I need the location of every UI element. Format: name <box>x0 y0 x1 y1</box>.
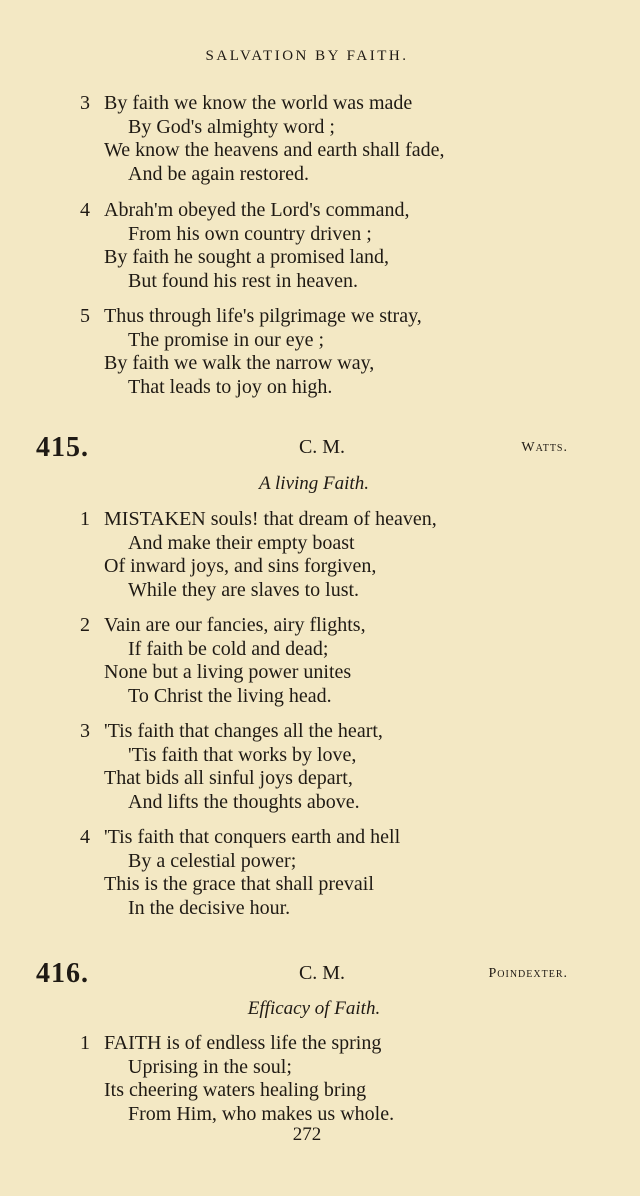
stanza <box>80 305 560 399</box>
running-head: SALVATION BY FAITH. <box>205 48 409 64</box>
hymn-number: 415. <box>36 432 89 463</box>
stanza-line: Of inward joys, and sins forgiven, <box>104 555 377 577</box>
stanza-line: While they are slaves to lust. <box>128 578 360 601</box>
stanza-line: 5 Thus through life's pilgrimage we stray, <box>80 305 422 327</box>
stanza-line: That leads to joy on high. <box>128 375 333 398</box>
hymn-number: 416. <box>36 958 89 989</box>
hymn-author: Poindexter. <box>488 966 568 981</box>
stanza-line: From his own country driven ; <box>128 222 372 245</box>
stanza-line: The promise in our eye ; <box>128 328 325 351</box>
stanza-line: If faith be cold and dead; <box>128 637 329 660</box>
page-number: 272 <box>292 1124 322 1145</box>
stanza-number: 1 <box>80 508 90 530</box>
stanza-number: 3 <box>80 92 90 114</box>
stanza-line: But found his rest in heaven. <box>128 269 358 292</box>
stanza <box>80 508 560 602</box>
stanza-number: 1 <box>80 1032 90 1054</box>
stanza-line: 4 'Tis faith that conquers earth and hell <box>80 826 401 848</box>
stanza-line: Uprising in the soul; <box>128 1055 292 1078</box>
stanza-line: We know the heavens and earth shall fade, <box>104 139 445 161</box>
stanza-line: By a celestial power; <box>128 849 297 872</box>
hymn-meter: C. M. <box>298 436 346 458</box>
hymn-title: Efficacy of Faith. <box>247 998 381 1019</box>
stanza-number: 5 <box>80 305 90 327</box>
stanza-line: By God's almighty word ; <box>128 115 335 138</box>
stanza-line: From Him, who makes us whole. <box>128 1102 395 1125</box>
stanza-line: In the decisive hour. <box>128 896 291 919</box>
hymn-416-header <box>36 958 568 990</box>
stanza-number: 4 <box>80 826 90 848</box>
hymn-author: Watts. <box>521 440 568 455</box>
stanza-line: By faith he sought a promised land, <box>104 246 389 268</box>
stanza-number: 3 <box>80 720 90 742</box>
stanza-line: This is the grace that shall prevail <box>104 873 374 895</box>
stanza-line: 'Tis faith that works by love, <box>128 743 357 766</box>
stanza-line: 1 MISTAKEN souls! that dream of heaven, <box>80 508 437 530</box>
stanza-line: And be again restored. <box>128 162 310 185</box>
stanza <box>80 826 560 920</box>
stanza-line: 1 FAITH is of endless life the spring <box>80 1032 382 1054</box>
stanza-line: Its cheering waters healing bring <box>104 1079 367 1101</box>
stanza-line: By faith we walk the narrow way, <box>104 352 375 374</box>
stanza <box>80 614 560 708</box>
stanza <box>80 720 560 814</box>
stanza-line: That bids all sinful joys depart, <box>104 767 353 789</box>
hymn-meter: C. M. <box>298 962 346 984</box>
stanza-line: And make their empty boast <box>128 531 355 554</box>
stanza-line: And lifts the thoughts above. <box>128 790 360 813</box>
stanza <box>80 92 560 186</box>
stanza-line: To Christ the living head. <box>128 684 332 707</box>
stanza-line: 3 By faith we know the world was made <box>80 92 413 114</box>
stanza-line: 2 Vain are our fancies, airy flights, <box>80 614 366 636</box>
stanza-number: 2 <box>80 614 90 636</box>
stanza <box>80 199 560 293</box>
stanza-number: 4 <box>80 199 90 221</box>
hymn-title: A living Faith. <box>259 473 369 494</box>
stanza <box>80 1032 560 1126</box>
stanza-line: 3 'Tis faith that changes all the heart, <box>80 720 383 742</box>
hymn-415-header <box>36 432 568 464</box>
stanza-line: 4 Abrah'm obeyed the Lord's command, <box>80 199 410 221</box>
stanza-line: None but a living power unites <box>104 661 352 683</box>
